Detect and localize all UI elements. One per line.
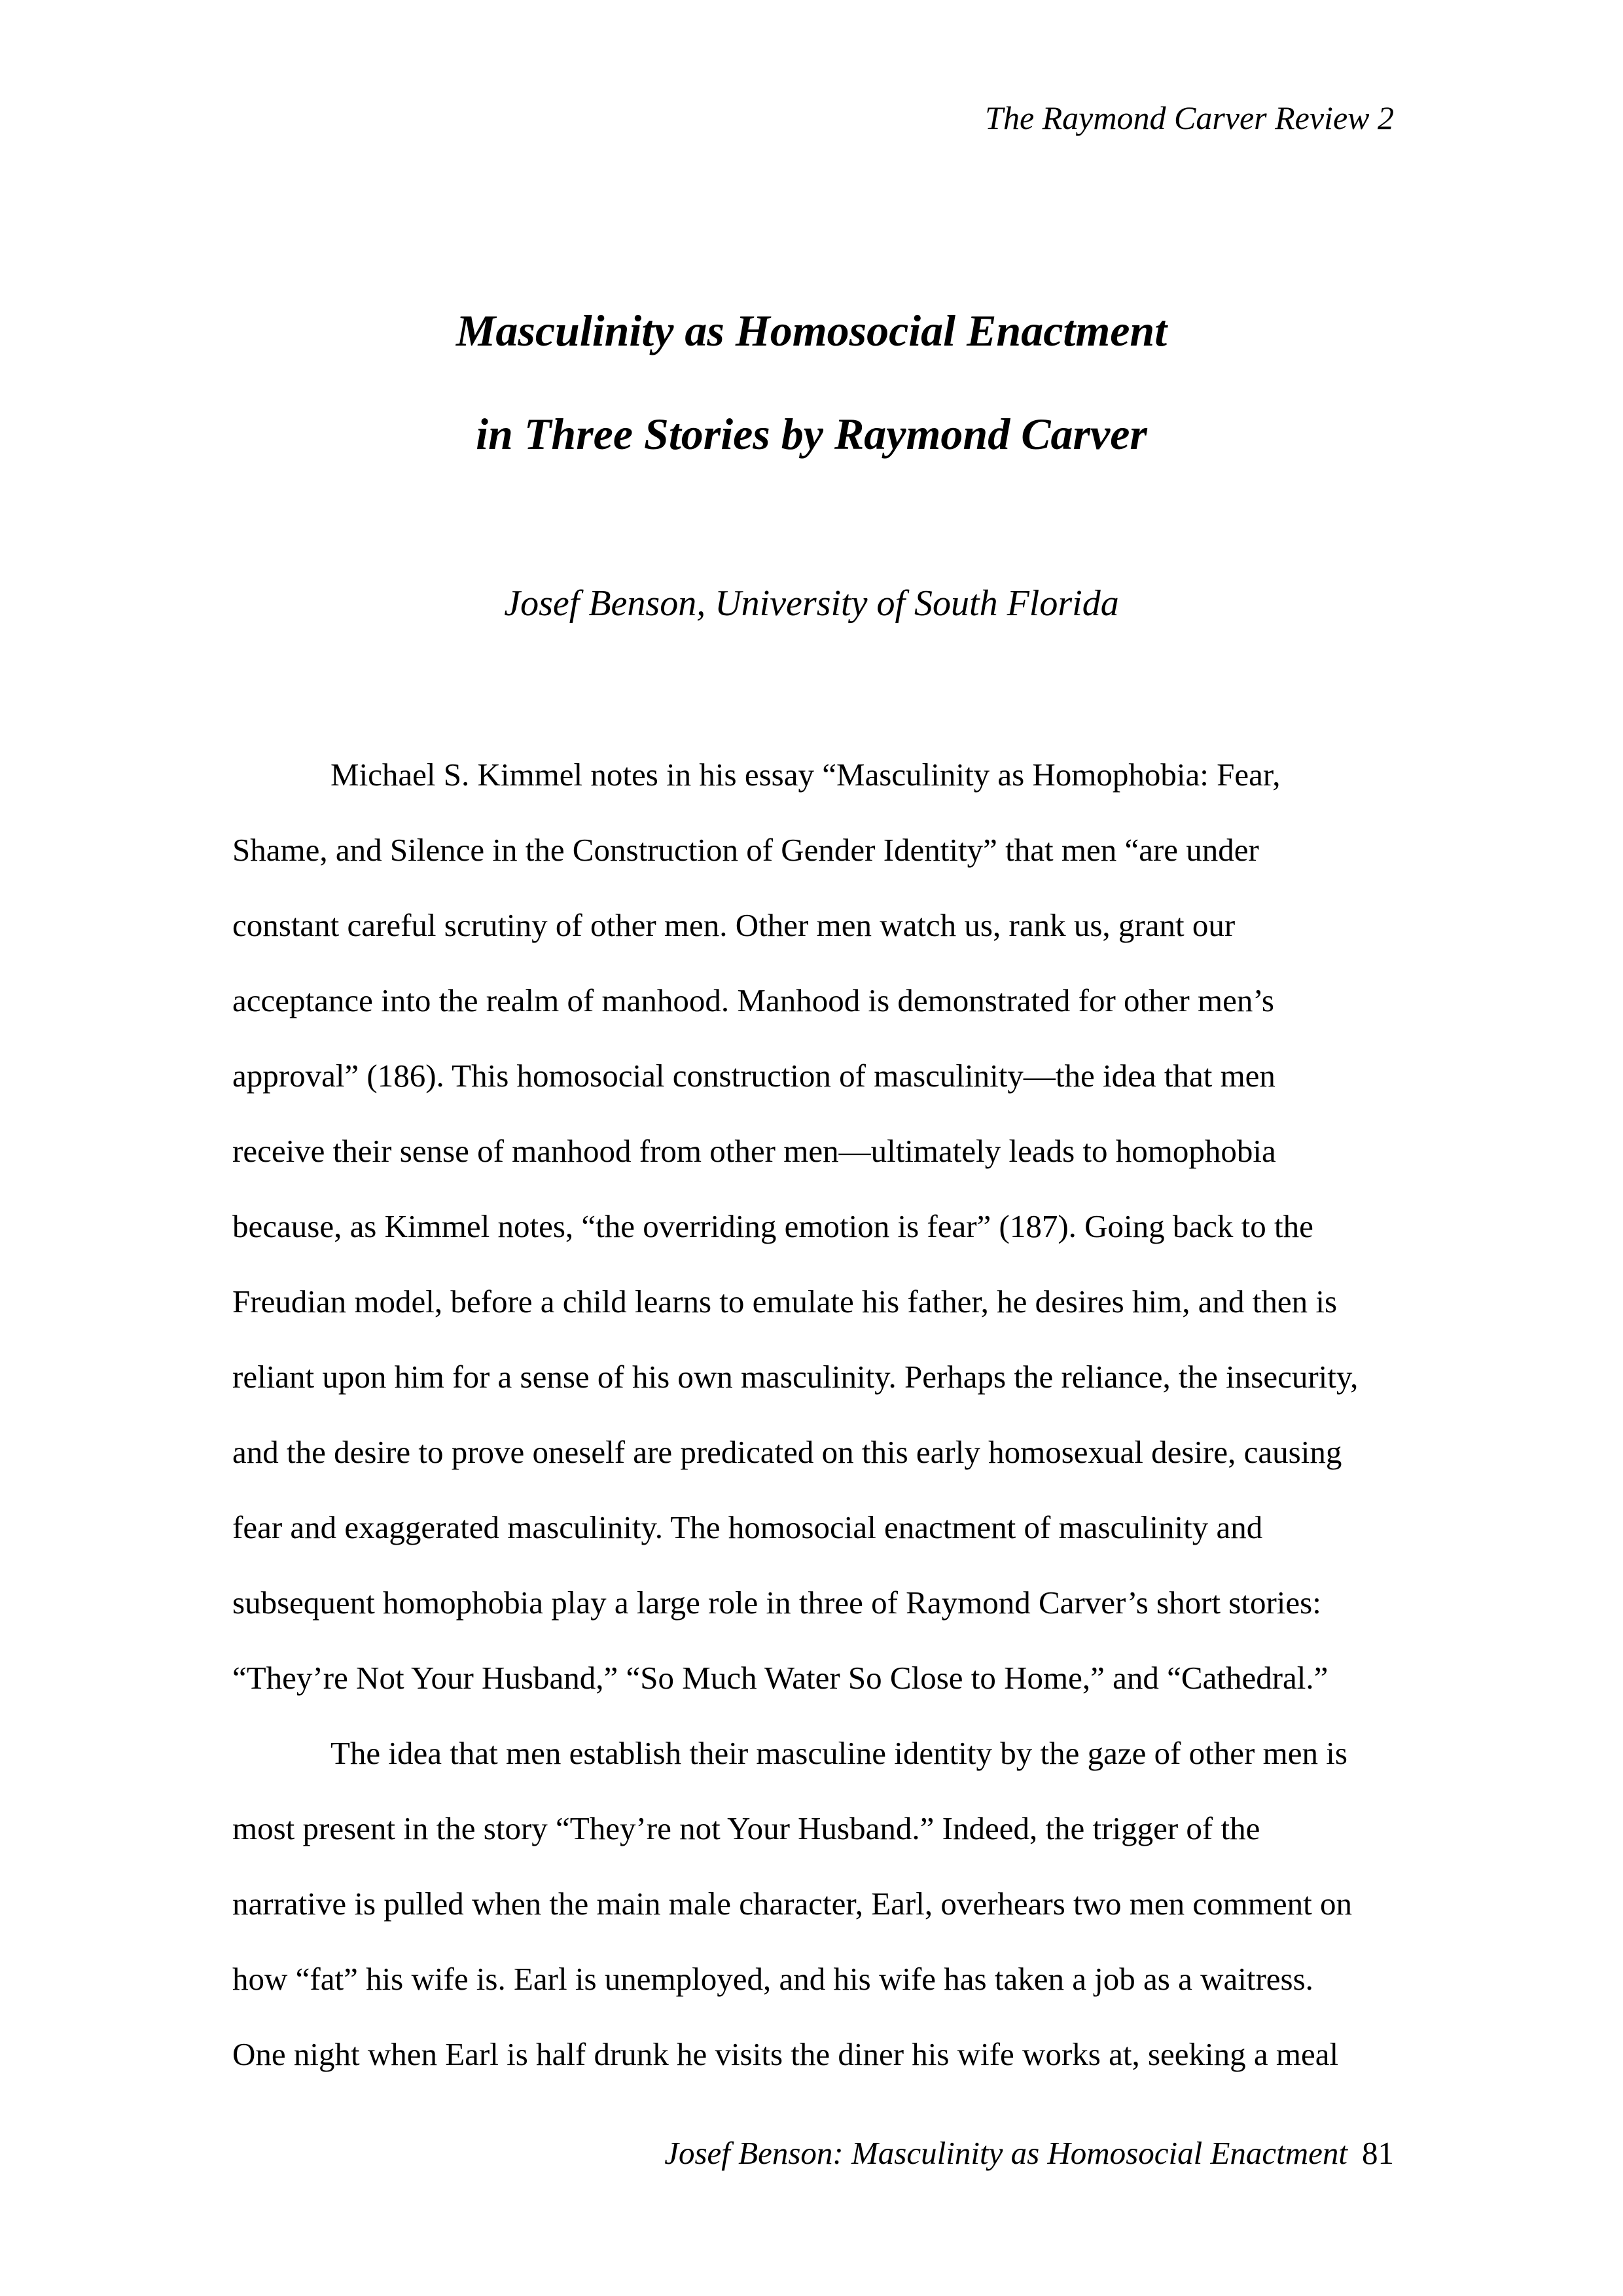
body-line: One night when Earl is half drunk he visits the diner his wife works at, seeking a meal: [232, 2036, 1339, 2072]
body-line: Michael S. Kimmel notes in his essay “Masculinity as Homophobia: Fear,: [330, 757, 1281, 793]
body-line: subsequent homophobia play a large role in three of Raymond Carver’s short stories:: [232, 1585, 1321, 1621]
body-line: reliant upon him for a sense of his own masculinity. Perhaps the reliance, the insecurity,: [232, 1359, 1359, 1395]
body-line: how “fat” his wife is. Earl is unemployed, and his wife has taken a job as a waitress.: [232, 1961, 1313, 1997]
body-line: and the desire to prove oneself are predicated on this early homosexual desire, causing: [232, 1434, 1342, 1470]
body-line: acceptance into the realm of manhood. Manhood is demonstrated for other men’s: [232, 982, 1274, 1018]
body-line: Shame, and Silence in the Construction of Gender Identity” that men “are under: [232, 832, 1259, 868]
footer-running-text: Josef Benson: Masculinity as Homosocial Enactment: [664, 2135, 1347, 2171]
body-line: receive their sense of manhood from other men—ultimately leads to homophobia: [232, 1133, 1276, 1169]
body-line: constant careful scrutiny of other men. Other men watch us, rank us, grant our: [232, 907, 1236, 943]
author-byline: Josef Benson, University of South Florida: [504, 583, 1119, 624]
article-body: [232, 737, 1394, 2092]
article-title-line-2: in Three Stories by Raymond Carver: [476, 409, 1147, 459]
body-line: “They’re Not Your Husband,” “So Much Water So Close to Home,” and “Cathedral.”: [232, 1660, 1329, 1696]
article-title-line-1: Masculinity as Homosocial Enactment: [455, 306, 1168, 355]
page-number: 81: [1362, 2135, 1394, 2171]
body-line: The idea that men establish their masculine identity by the gaze of other men is: [330, 1735, 1347, 1771]
body-line: Freudian model, before a child learns to emulate his father, he desires him, and then is: [232, 1283, 1338, 1319]
running-footer: [664, 2127, 1394, 2179]
body-line: most present in the story “They’re not Your Husband.” Indeed, the trigger of the: [232, 1810, 1260, 1846]
body-line: because, as Kimmel notes, “the overriding emotion is fear” (187). Going back to the: [232, 1208, 1313, 1244]
running-header: The Raymond Carver Review 2: [985, 99, 1394, 136]
body-line: narrative is pulled when the main male character, Earl, overhears two men comment on: [232, 1886, 1353, 1922]
body-line: approval” (186). This homosocial construction of masculinity—the idea that men: [232, 1058, 1275, 1094]
body-line: fear and exaggerated masculinity. The homosocial enactment of masculinity and: [232, 1509, 1263, 1545]
